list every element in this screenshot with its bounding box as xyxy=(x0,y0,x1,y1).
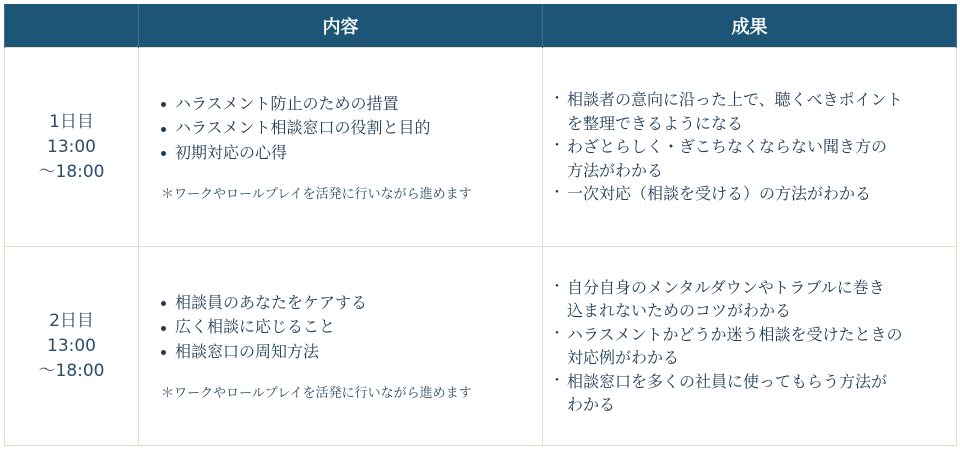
list-item xyxy=(553,88,948,135)
time-start: 13:00 xyxy=(47,335,96,356)
header-row xyxy=(5,4,957,48)
result-line: ・ 相談窓口を多くの社員に使ってもらう方法が xyxy=(567,371,888,391)
header-day xyxy=(5,4,139,48)
time-end: 〜18:00 xyxy=(38,161,105,182)
result-line: 込まれないためのコツがわかる xyxy=(567,301,792,320)
content-list xyxy=(161,92,542,166)
result-line: 対応例がわかる xyxy=(567,348,680,367)
result-line: ・ わざとらしく・ぎこちなくならない聞き方の xyxy=(567,137,888,157)
result-list xyxy=(553,88,948,206)
content-cell xyxy=(139,247,543,446)
header-content: 内容 xyxy=(139,4,543,48)
list-item: 相談員のあなたをケアする xyxy=(161,291,542,316)
result-line: ・ ハラスメントかどうか迷う相談を受けたときの xyxy=(567,324,903,344)
result-cell xyxy=(543,48,957,247)
result-line: ・ 自分自身のメンタルダウンやトラブルに巻き xyxy=(567,277,885,297)
result-line: 方法がわかる xyxy=(567,160,664,180)
time-start: 13:00 xyxy=(47,136,96,157)
list-item: ハラスメント相談窓口の役割と目的 xyxy=(161,116,542,141)
day-label: 1日目 xyxy=(49,111,94,132)
result-cell xyxy=(543,247,957,446)
time-end: 〜18:00 xyxy=(38,360,105,381)
result-line: わかる xyxy=(567,395,616,414)
training-schedule-table xyxy=(4,4,957,446)
list-item xyxy=(553,370,948,417)
table-row-day1 xyxy=(5,48,957,247)
list-item: ハラスメント防止のための措置 xyxy=(161,92,542,117)
header-result: 成果 xyxy=(543,4,957,48)
list-item: 初期対応の心得 xyxy=(161,141,542,166)
content-list xyxy=(161,291,542,365)
result-line: ・ 一次対応（相談を受ける）の方法がわかる xyxy=(567,184,872,204)
table-row-day2 xyxy=(5,247,957,446)
note-text: ＊ワークやロールプレイを活発に行いながら進めます xyxy=(161,187,472,203)
result-line: を整理できるようになる xyxy=(567,113,744,133)
result-list xyxy=(553,276,948,417)
list-item: 広く相談に応じること xyxy=(161,315,542,340)
result-line: ・ 相談者の意向に沿った上で、聴くべきポイント xyxy=(567,90,903,110)
day-cell xyxy=(5,247,139,446)
content-cell xyxy=(139,48,543,247)
list-item: 相談窓口の周知方法 xyxy=(161,340,542,365)
list-item xyxy=(553,323,948,370)
list-item xyxy=(553,182,948,206)
note-text: ＊ワークやロールプレイを活発に行いながら進めます xyxy=(161,386,472,402)
list-item xyxy=(553,276,948,323)
day-label: 2日目 xyxy=(49,310,94,331)
day-cell xyxy=(5,48,139,247)
list-item xyxy=(553,135,948,182)
